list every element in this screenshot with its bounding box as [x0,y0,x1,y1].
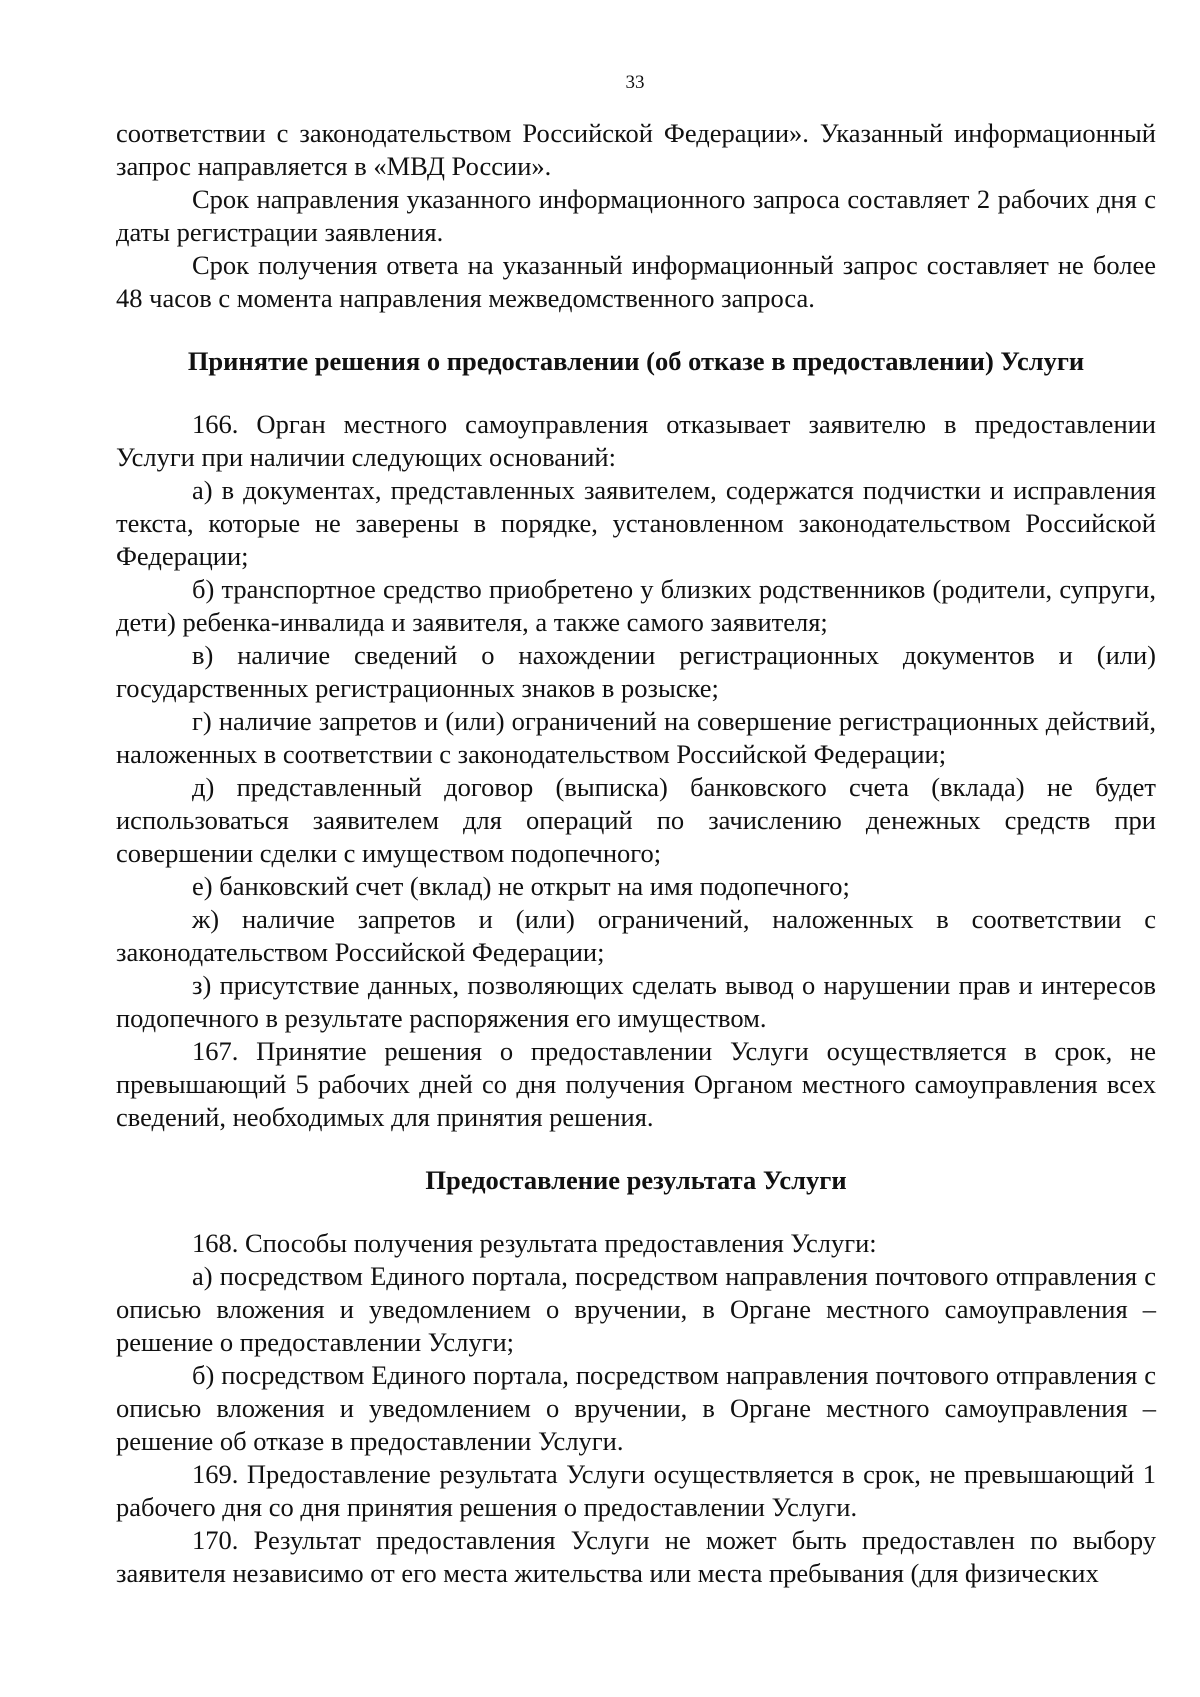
list-item-v: в) наличие сведений о нахождении регистрационных документов и (или) государственных регистрационных знаков в розыске; [116,640,1156,703]
paragraph: Срок получения ответа на указанный информационный запрос составляет не более 48 часов с момента направления межведомственного запроса. [116,250,1156,313]
list-item-a: а) в документах, представленных заявителем, содержатся подчистки и исправления текста, которые не заверены в порядке, установленном законодательством Российской Федерации; [116,475,1156,571]
list-item-a: а) посредством Единого портала, посредством направления почтового отправления с описью вложения и уведомлением о вручении, в Органе местного самоуправления – решение о предоставлении Услуги; [116,1261,1156,1357]
paragraph-167: 167. Принятие решения о предоставлении Услуги осуществляется в срок, не превышающий 5 рабочих дней со дня получения Органом местного самоуправления всех сведений, необходимых для принятия решения. [116,1036,1156,1132]
list-item-b: б) посредством Единого портала, посредством направления почтового отправления с описью вложения и уведомлением о вручении, в Органе местного самоуправления – решение об отказе в предоставлении Услуги. [116,1360,1156,1456]
continuation-paragraph: соответствии с законодательством Российской Федерации». Указанный информационный запрос направляется в «МВД России». [116,118,1156,181]
paragraph-166: 166. Орган местного самоуправления отказывает заявителю в предоставлении Услуги при наличии следующих оснований: [116,409,1156,472]
list-item-b: б) транспортное средство приобретено у близких родственников (родители, супруги, дети) ребенка-инвалида и заявителя, а также самого заявителя; [116,574,1156,637]
paragraph: Срок направления указанного информационного запроса составляет 2 рабочих дня с даты регистрации заявления. [116,184,1156,247]
section-heading-decision: Принятие решения о предоставлении (об отказе в предоставлении) Услуги [187,346,1085,376]
section-heading-result: Предоставление результата Услуги [425,1165,847,1195]
list-item-zh: ж) наличие запретов и (или) ограничений, наложенных в соответствии с законодательством Российской Федерации; [116,904,1156,967]
paragraph-169: 169. Предоставление результата Услуги осуществляется в срок, не превышающий 1 рабочего дня со дня принятия решения о предоставлении Услуги. [116,1459,1156,1522]
list-item-g: г) наличие запретов и (или) ограничений на совершение регистрационных действий, наложенных в соответствии с законодательством Российской Федерации; [116,706,1156,769]
page-number: 33 [625,72,645,93]
page-content [116,117,1156,1590]
list-item-e: е) банковский счет (вклад) не открыт на имя подопечного; [192,871,850,901]
list-item-z: з) присутствие данных, позволяющих сделать вывод о нарушении прав и интересов подопечного в результате распоряжения его имуществом. [116,970,1156,1033]
paragraph-168: 168. Способы получения результата предоставления Услуги: [192,1228,877,1258]
paragraph-170: 170. Результат предоставления Услуги не может быть предоставлен по выбору заявителя независимо от его места жительства или места пребывания (для физических [116,1525,1156,1588]
list-item-d: д) представленный договор (выписка) банковского счета (вклада) не будет использоваться заявителем для операций по зачислению денежных средств при совершении сделки с имуществом подопечного; [116,772,1156,868]
